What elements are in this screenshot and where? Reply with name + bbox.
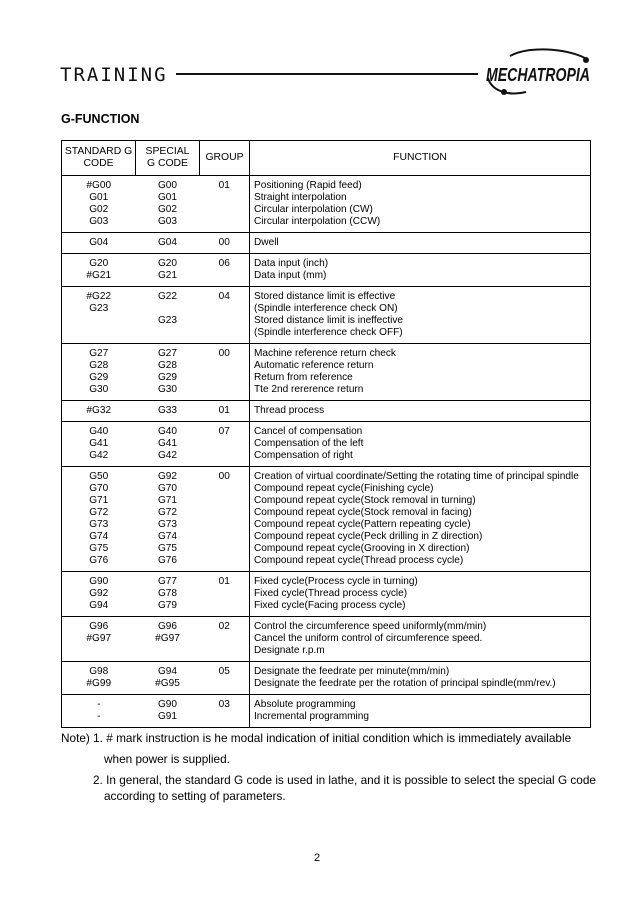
standard-code-cell: G20 #G21	[62, 254, 136, 287]
mechatropia-logo	[482, 48, 594, 100]
function-cell: Absolute programming Incremental programming	[250, 695, 591, 728]
function-cell: Machine reference return check Automatic reference return Return from reference Tte 2nd rererence return	[250, 344, 591, 401]
col-header-group: GROUP	[200, 141, 250, 176]
standard-code-cell: G98 #G99	[62, 662, 136, 695]
function-cell: Stored distance limit is effective (Spindle interference check ON) Stored distance limit is ineffective (Spindle interference check OFF)	[250, 287, 591, 344]
standard-code-cell: #G00 G01 G02 G03	[62, 176, 136, 233]
group-cell: 03	[218, 699, 230, 710]
group-cell: 00	[200, 233, 250, 254]
standard-code-cell: G40 G41 G42	[62, 422, 136, 467]
function-cell: Thread process	[250, 401, 591, 422]
standard-code-cell: #G32	[62, 401, 136, 422]
table-row	[62, 422, 591, 467]
special-code-cell: G33	[136, 401, 200, 422]
function-cell: Cancel of compensation Compensation of the left Compensation of right	[250, 422, 591, 467]
col-header-standard: STANDARD G CODE	[62, 141, 136, 176]
group-cell: 06	[200, 254, 250, 287]
standard-code-cell: - -	[97, 699, 101, 722]
special-code-cell: G77 G78 G79	[136, 572, 200, 617]
special-code-cell: G96 #G97	[136, 617, 200, 662]
table-row	[62, 344, 591, 401]
group-cell: 00	[200, 467, 250, 572]
col-header-special: SPECIAL G CODE	[136, 141, 200, 176]
function-cell: Dwell	[250, 233, 591, 254]
function-cell: Designate the feedrate per minute(mm/min) Designate the feedrate per the rotation of principal spindle(mm/rev.)	[250, 662, 591, 695]
special-code-cell: G04	[136, 233, 200, 254]
function-cell: Data input (inch) Data input (mm)	[250, 254, 591, 287]
note-2: 2. In general, the standard G code is used in lathe, and it is possible to select the special G code	[93, 773, 596, 787]
table-row	[62, 572, 591, 617]
function-cell: Control the circumference speed uniformly(mm/min) Cancel the uniform control of circumference speed. Designate r.p.m	[250, 617, 591, 662]
function-cell: Positioning (Rapid feed) Straight interpolation Circular interpolation (CW) Circular interpolation (CCW)	[250, 176, 591, 233]
note-2-continued: according to setting of parameters.	[104, 789, 286, 803]
special-code-cell: G22 G23	[136, 287, 200, 344]
note-1-continued: when power is supplied.	[104, 752, 230, 766]
standard-code-cell: G90 G92 G94	[62, 572, 136, 617]
logo-text: MECHATROPIA	[486, 65, 590, 85]
col-header-function: FUNCTION	[250, 141, 591, 176]
table-row	[62, 467, 591, 572]
special-code-cell: G20 G21	[136, 254, 200, 287]
standard-code-cell: G96 #G97	[62, 617, 136, 662]
group-cell: 04	[200, 287, 250, 344]
table-row	[62, 401, 591, 422]
special-code-cell: G40 G41 G42	[136, 422, 200, 467]
group-cell: 01	[200, 401, 250, 422]
header-rule	[176, 73, 478, 75]
note-1: Note) 1. # mark instruction is he modal indication of initial condition which is immediately available	[61, 731, 572, 745]
table-row	[62, 617, 591, 662]
special-code-cell: G94 #G95	[136, 662, 200, 695]
g-function-table	[61, 140, 591, 728]
table-header-row	[62, 141, 591, 176]
function-cell: Creation of virtual coordinate/Setting the rotating time of principal spindle Compound repeat cycle(Finishing cycle) Compound repeat cycle(Stock removal in turning) Compound repeat cycle(Stock removal in facing) Compound repeat cycle(Pattern repeating cycle) Compound repeat cycle(Peck drilling in Z direction) Compound repeat cycle(Grooving in X direction) Compound repeat cycle(Thread process cycle)	[250, 467, 591, 572]
table-row	[62, 176, 591, 233]
special-code-cell: G90 G91	[157, 699, 178, 722]
group-cell: 00	[200, 344, 250, 401]
group-cell: 05	[200, 662, 250, 695]
table-row	[62, 695, 591, 728]
standard-code-cell: G27 G28 G29 G30	[62, 344, 136, 401]
special-code-cell: G92 G70 G71 G72 G73 G74 G75 G76	[136, 467, 200, 572]
table-row	[62, 254, 591, 287]
group-cell: 07	[200, 422, 250, 467]
group-cell: 01	[200, 176, 250, 233]
table-row	[62, 662, 591, 695]
section-title: G-FUNCTION	[61, 112, 140, 126]
header-title: TRAINING	[60, 64, 168, 86]
group-cell: 02	[200, 617, 250, 662]
special-code-cell: G27 G28 G29 G30	[136, 344, 200, 401]
special-code-cell: G00 G01 G02 G03	[136, 176, 200, 233]
page-number: 2	[314, 852, 321, 864]
standard-code-cell: G04	[62, 233, 136, 254]
standard-code-cell: G50 G70 G71 G72 G73 G74 G75 G76	[62, 467, 136, 572]
standard-code-cell: #G22 G23	[62, 287, 136, 344]
function-cell: Fixed cycle(Process cycle in turning) Fixed cycle(Thread process cycle) Fixed cycle(Facing process cycle)	[250, 572, 591, 617]
table-row	[62, 233, 591, 254]
table-row	[62, 287, 591, 344]
group-cell: 01	[200, 572, 250, 617]
